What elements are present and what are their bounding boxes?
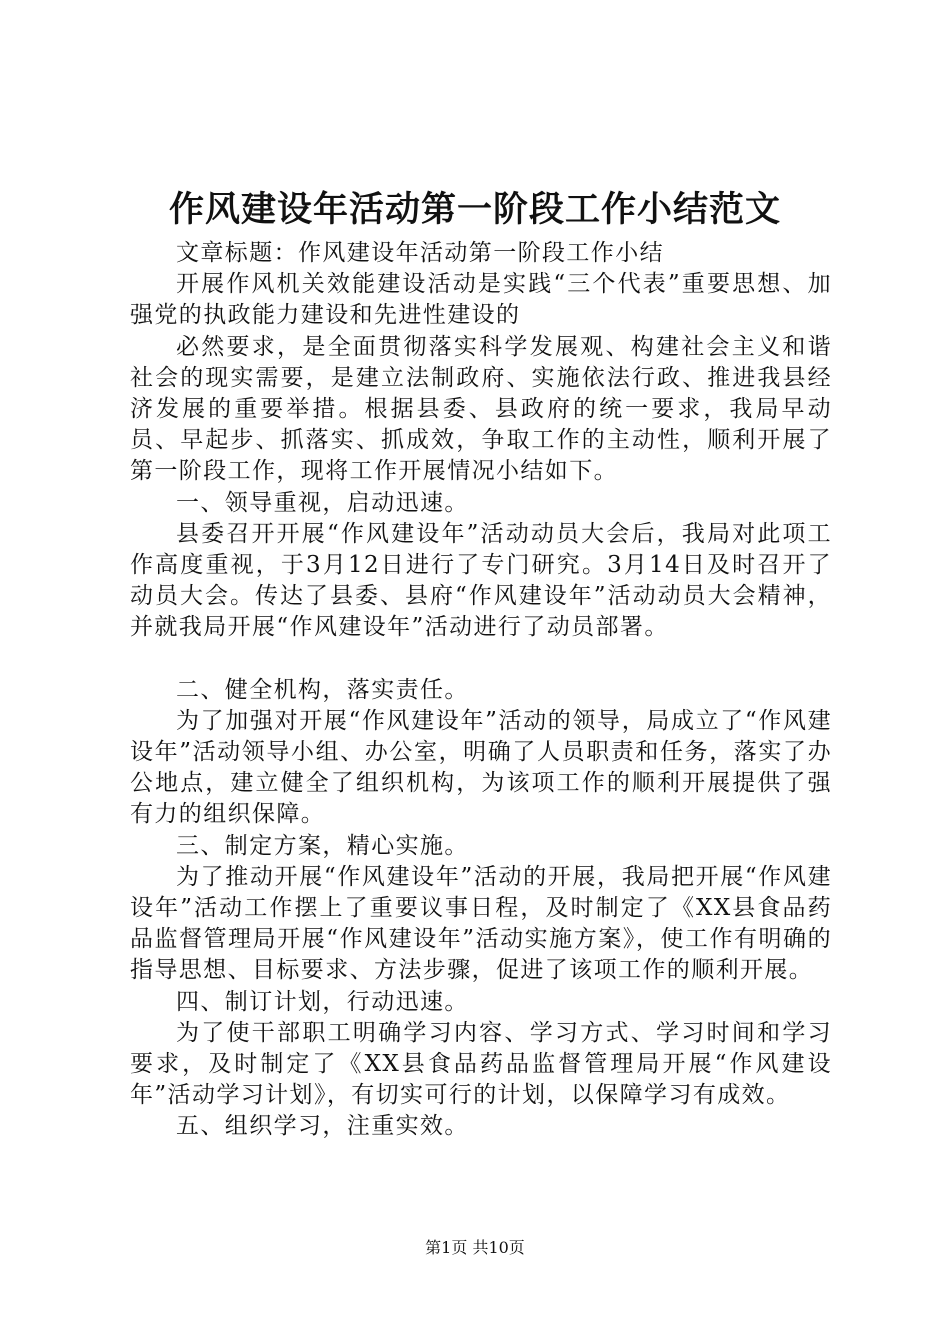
body-paragraph: 为了推动开展“作风建设年”活动的开展，我局把开展“作风建设年”活动工作摆上了重要议事日程，及时制定了《XX县食品药品监督管理局开展“作风建设年”活动实施方案》，使工作有明确的指导思想、目标要求、方法步骤，促进了该项工作的顺利开展。 xyxy=(130,863,832,984)
section-heading: 三、制定方案，精心实施。 xyxy=(176,832,469,859)
section-heading: 四、制订计划，行动迅速。 xyxy=(176,988,469,1015)
body-paragraph: 为了使干部职工明确学习内容、学习方式、学习时间和学习要求，及时制定了《XX县食品药品监督管理局开展“作风建设年”活动学习计划》，有切实可行的计划，以保障学习有成效。 xyxy=(130,1019,832,1109)
article-heading-line: 文章标题：作风建设年活动第一阶段工作小结 xyxy=(176,240,664,266)
page-number-footer: 第1页 共10页 xyxy=(425,1238,525,1257)
document-body xyxy=(130,238,832,1143)
body-paragraph: 县委召开开展“作风建设年”活动动员大会后，我局对此项工作高度重视，于3月12日进行了专门研究。3月14日及时召开了动员大会。传达了县委、县府“作风建设年”活动动员大会精神，并就我局开展“作风建设年”活动进行了动员部署。 xyxy=(130,520,832,641)
section-heading: 一、领导重视，启动迅速。 xyxy=(176,489,469,516)
body-paragraph: 开展作风机关效能建设活动是实践“三个代表”重要思想、加强党的执政能力建设和先进性建设的 xyxy=(130,271,832,329)
body-paragraph: 为了加强对开展“作风建设年”活动的领导，局成立了“作风建设年”活动领导小组、办公室，明确了人员职责和任务，落实了办公地点，建立健全了组织机构，为该项工作的顺利开展提供了强有力的组织保障。 xyxy=(130,707,832,828)
section-heading: 五、组织学习，注重实效。 xyxy=(176,1113,469,1140)
section-heading: 二、健全机构，落实责任。 xyxy=(176,676,469,703)
document-title: 作风建设年活动第一阶段工作小结范文 xyxy=(168,189,781,230)
body-paragraph: 必然要求，是全面贯彻落实科学发展观、构建社会主义和谐社会的现实需要，是建立法制政府、实施依法行政、推进我县经济发展的重要举措。根据县委、县政府的统一要求，我局早动员、早起步、抓落实、抓成效，争取工作的主动性，顺利开展了第一阶段工作，现将工作开展情况小结如下。 xyxy=(130,333,832,485)
